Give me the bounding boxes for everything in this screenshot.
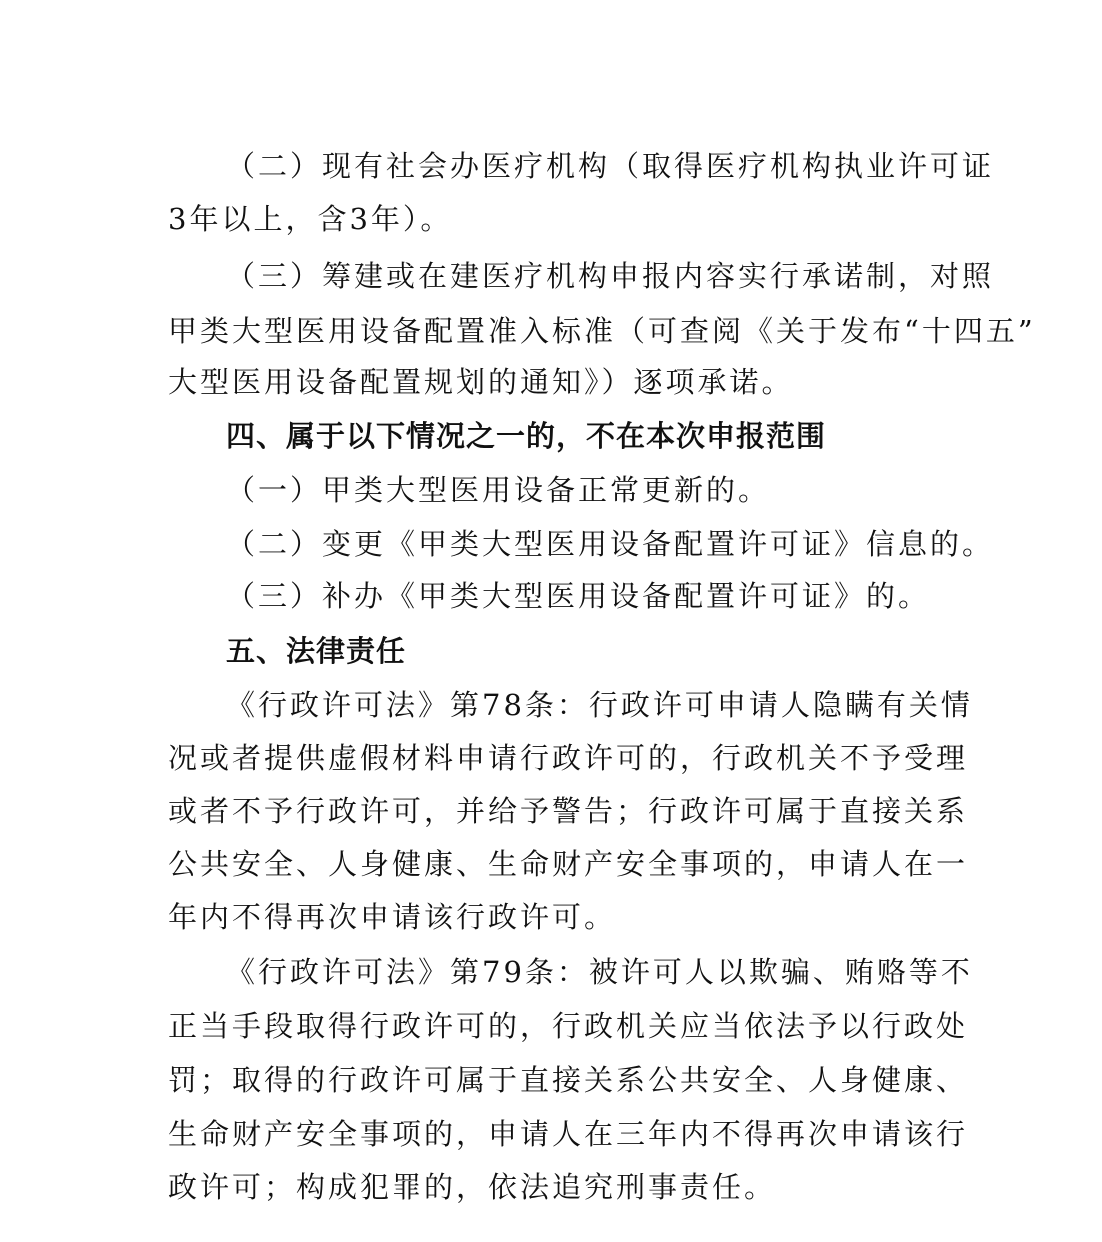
paragraph-line: （二）现有社会办医疗机构（取得医疗机构执业许可证 xyxy=(226,149,995,183)
paragraph-line: 公共安全、人身健康、生命财产安全事项的，申请人在一 xyxy=(168,847,969,881)
paragraph-line: （三）筹建或在建医疗机构申报内容实行承诺制，对照 xyxy=(226,259,995,293)
paragraph-line: 或者不予行政许可，并给予警告；行政许可属于直接关系 xyxy=(168,794,969,828)
paragraph-line: 罚；取得的行政许可属于直接关系公共安全、人身健康、 xyxy=(168,1063,969,1097)
paragraph-line: 《行政许可法》第78条：行政许可申请人隐瞒有关情 xyxy=(226,688,973,722)
section-heading: 五、法律责任 xyxy=(226,634,407,668)
paragraph-line: 3年以上，含3年）。 xyxy=(168,202,453,236)
list-item: （一）甲类大型医用设备正常更新的。 xyxy=(226,473,771,507)
paragraph-line: 大型医用设备配置规划的通知》）逐项承诺。 xyxy=(168,365,794,399)
paragraph-line: 《行政许可法》第79条：被许可人以欺骗、贿赂等不 xyxy=(226,955,973,989)
paragraph-line: 生命财产安全事项的，申请人在三年内不得再次申请该行 xyxy=(168,1117,969,1151)
paragraph-line: 正当手段取得行政许可的，行政机关应当依法予以行政处 xyxy=(168,1009,969,1043)
paragraph-line: 政许可；构成犯罪的，依法追究刑事责任。 xyxy=(168,1170,777,1204)
paragraph-line: 年内不得再次申请该行政许可。 xyxy=(168,900,617,934)
paragraph-line: 甲类大型医用设备配置准入标准（可查阅《关于发布“十四五” xyxy=(168,314,1036,348)
list-item: （二）变更《甲类大型医用设备配置许可证》信息的。 xyxy=(226,527,995,561)
paragraph-line: 况或者提供虚假材料申请行政许可的，行政机关不予受理 xyxy=(168,741,969,775)
list-item: （三）补办《甲类大型医用设备配置许可证》的。 xyxy=(226,579,931,613)
section-heading: 四、属于以下情况之一的，不在本次申报范围 xyxy=(226,419,827,453)
